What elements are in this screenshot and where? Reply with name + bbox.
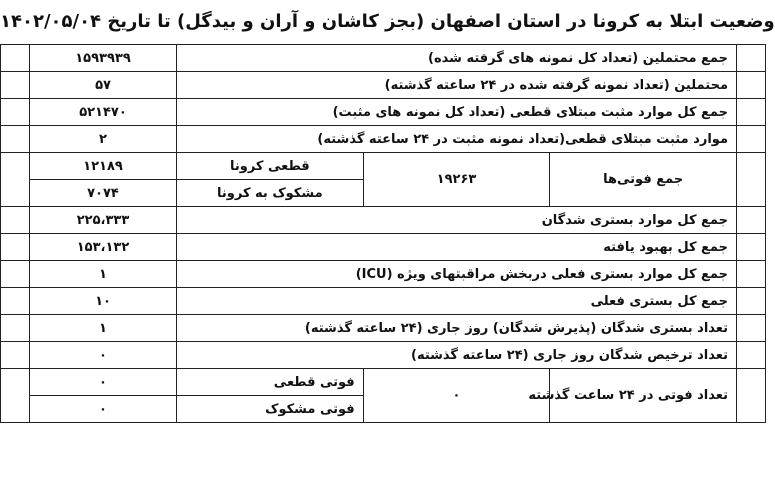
row-value: ۲۲۵،۳۳۳	[30, 207, 177, 234]
row-value: ۱	[30, 261, 177, 288]
table-row	[1, 99, 766, 126]
deaths-24h-label: تعداد فوتی در ۲۴ ساعت گذشته	[550, 369, 737, 423]
row-value: ۱	[30, 315, 177, 342]
row-label: جمع محتملین (تعداد کل نمونه های گرفته شده)	[177, 45, 737, 72]
row-label: تعداد ترخیص شدگان روز جاری (۲۴ ساعته گذشته)	[177, 342, 737, 369]
report-title: وضعیت ابتلا به کرونا در استان اصفهان (بجز کاشان و آران و بیدگل) تا تاریخ ۱۴۰۲/۰۵/۰۴	[0, 10, 775, 32]
table-row	[1, 126, 766, 153]
table-row	[1, 315, 766, 342]
table-row	[1, 72, 766, 99]
table-row	[1, 342, 766, 369]
covid-stats-table	[0, 44, 766, 423]
deaths-sub-label: مشکوک به کرونا	[177, 180, 364, 207]
row-value: ۱۵۳،۱۳۲	[30, 234, 177, 261]
row-label: تعداد بستری شدگان (پذیرش شدگان) روز جاری (۲۴ ساعته گذشته)	[177, 315, 737, 342]
table-row	[1, 288, 766, 315]
deaths-sub-value: ۱۲۱۸۹	[30, 153, 177, 180]
row-label: محتملین (تعداد نمونه گرفته شده در ۲۴ ساعته گذشته)	[177, 72, 737, 99]
table-row	[1, 153, 766, 180]
row-value: ۲	[30, 126, 177, 153]
row-label: جمع کل موارد بستری فعلی دربخش مراقبتهای ویژه (ICU)	[177, 261, 737, 288]
deaths-24h-sub-label: فوتی مشکوک	[177, 396, 364, 423]
row-value: ۵۲۱۴۷۰	[30, 99, 177, 126]
row-value: ۱۰	[30, 288, 177, 315]
table-row	[1, 234, 766, 261]
row-value: ۰	[30, 342, 177, 369]
table-row	[1, 207, 766, 234]
row-label: جمع کل بستری فعلی	[177, 288, 737, 315]
deaths-sub-value: ۷۰۷۴	[30, 180, 177, 207]
deaths-24h-sub-label: فوتی قطعی	[177, 369, 364, 396]
deaths-total-label: جمع فوتی‌ها	[550, 153, 737, 207]
row-label: جمع کل موارد بستری شدگان	[177, 207, 737, 234]
table-row	[1, 45, 766, 72]
row-value: ۱۵۹۳۹۳۹	[30, 45, 177, 72]
table-row	[1, 261, 766, 288]
row-label: موارد مثبت مبتلای قطعی(تعداد نمونه مثبت در ۲۴ ساعته گذشته)	[177, 126, 737, 153]
table-row	[1, 369, 766, 396]
deaths-24h-value: ۰	[363, 369, 550, 423]
row-label: جمع کل موارد مثبت مبتلای قطعی (تعداد کل نمونه های مثبت)	[177, 99, 737, 126]
deaths-total-value: ۱۹۲۶۳	[363, 153, 550, 207]
row-label: جمع کل بهبود یافته	[177, 234, 737, 261]
deaths-sub-label: قطعی کرونا	[177, 153, 364, 180]
deaths-24h-sub-value: ۰	[30, 369, 177, 396]
deaths-24h-sub-value: ۰	[30, 396, 177, 423]
row-value: ۵۷	[30, 72, 177, 99]
